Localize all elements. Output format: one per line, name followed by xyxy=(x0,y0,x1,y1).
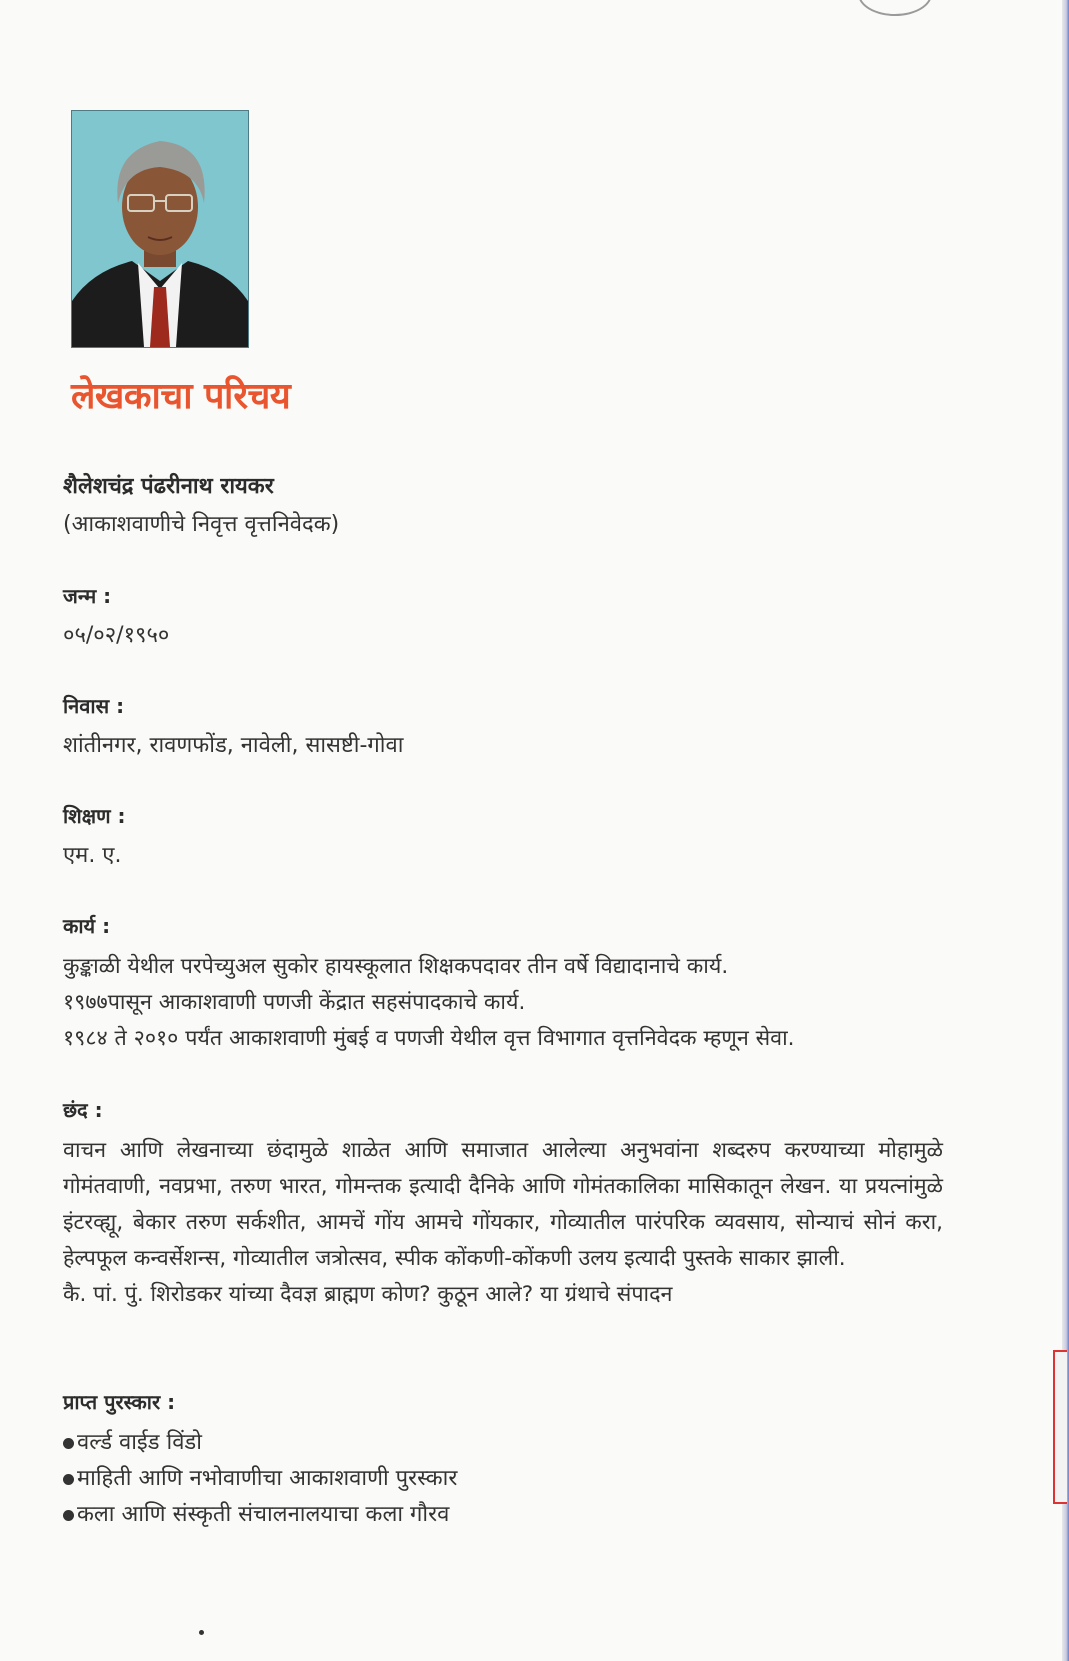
edge-tab-mark xyxy=(1053,1350,1067,1504)
work-section xyxy=(63,912,943,1057)
work-line: १९७७पासून आकाशवाणी पणजी केंद्रात सहसंपादकाचे कार्य. xyxy=(63,990,526,1015)
award-text: वर्ल्ड वाईड विंडो xyxy=(77,1430,202,1455)
award-item xyxy=(63,1461,943,1497)
work-line: १९८४ ते २०१० पर्यंत आकाशवाणी मुंबई व पणजी येथील वृत्त विभागात वृत्तनिवेदक म्हणून सेवा. xyxy=(63,1026,795,1051)
award-text: माहिती आणि नभोवाणीचा आकाशवाणी पुरस्कार xyxy=(77,1466,458,1491)
award-item xyxy=(63,1497,943,1533)
birth-label: जन्म : xyxy=(63,584,112,608)
bullet-icon xyxy=(63,1438,74,1449)
hobby-paragraph: वाचन आणि लेखनाच्या छंदामुळे शाळेत आणि समाजात आलेल्या अनुभवांना शब्दरुप करण्याच्या मोहामुळे गोमंतवाणी, नवप्रभा, तरुण भारत, गोमन्तक इत्यादी दैनिके आणि गोमंतकालिका मासिकातून लेखन. या प्रयत्नांमुळे इंटरव्ह्यू, बेकार तरुण सर्कशीत, आमचें गोंय आमचे गोंयकार, गोव्यातील पारंपरिक व्यवसाय, सोन्याचं सोनं करा, हेल्पफूल कन्वर्सेशन्स, गोव्यातील जत्रोत्सव, स्पीक कोंकणी-कोंकणी उलय इत्यादी पुस्तके साकार झाली. xyxy=(63,1138,943,1271)
hobby-editing-line: कै. पां. पुं. शिरोडकर यांच्या दैवज्ञ ब्राह्मण कोण? कुठून आले? या ग्रंथाचे संपादन xyxy=(63,1282,673,1307)
education-section xyxy=(63,802,943,873)
birth-value: ०५/०२/१९५० xyxy=(63,623,170,648)
education-label: शिक्षण : xyxy=(63,804,126,828)
author-photo xyxy=(71,110,249,348)
bullet-icon xyxy=(63,1510,74,1521)
birth-section xyxy=(63,582,943,653)
author-name: शैलेशचंद्र पंढरीनाथ रायकर xyxy=(63,474,274,499)
education-value: एम. ए. xyxy=(63,843,122,868)
awards-label: प्राप्त पुरस्कार : xyxy=(63,1390,176,1414)
work-label: कार्य : xyxy=(63,914,111,938)
hobby-section xyxy=(63,1096,943,1313)
award-text: कला आणि संस्कृती संचालनालयाचा कला गौरव xyxy=(77,1502,450,1527)
page-corner-arc xyxy=(858,0,932,16)
residence-label: निवास : xyxy=(63,694,125,718)
residence-value: शांतीनगर, रावणफोंड, नावेली, सासष्टी-गोवा xyxy=(63,733,404,758)
award-item xyxy=(63,1425,943,1461)
awards-section xyxy=(63,1388,943,1533)
author-designation: (आकाशवाणीचे निवृत्त वृत्तनिवेदक) xyxy=(63,512,340,537)
stray-dot xyxy=(199,1630,204,1635)
hobby-label: छंद : xyxy=(63,1098,103,1122)
bullet-icon xyxy=(63,1474,74,1485)
residence-section xyxy=(63,692,943,763)
author-section xyxy=(63,470,943,542)
page-heading: लेखकाचा परिचय xyxy=(71,376,291,417)
work-line: कुङ्काळी येथील परपेच्युअल सुकोर हायस्कूलात शिक्षकपदावर तीन वर्षे विद्यादानाचे कार्य. xyxy=(63,954,729,979)
